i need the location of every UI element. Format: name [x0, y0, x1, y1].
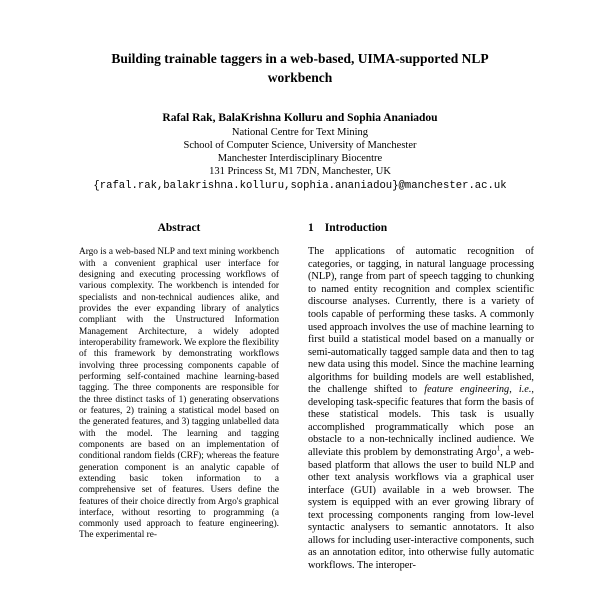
abstract-text: Argo is a web-based NLP and text mining workbench with a convenient graphical user interface for designing and executing processing workflows of various complexity. The workbench is intended for specialists and non-technical audiences alike, and provides the ever expanding library of analytics compliant with the Unstructured Information Management Architecture, a widely adopted interoperability framework. We explore the flexibility of this framework by demonstrating workflows involving three processing components capable of performing self-contained machine learning-based tagging. The three components are responsible for the three distinct tasks of 1) generating observations or features, 2) training a statistical model based on the generated features, and 3) tagging unlabelled data with the model. The learning and tagging components are based on an implementation of conditional random fields (CRF); whereas the feature generation component is an analytic capable of extending basic token information to a comprehensive set of features. Users define the features of their choice directly from Argo's graphical interface, without resorting to programming (a commonly used approach to feature engineering). The experimental re- — [79, 247, 279, 541]
affiliation-block — [0, 126, 600, 179]
affiliation-line: National Centre for Text Mining — [231, 126, 369, 138]
section-number: 1 — [308, 222, 314, 235]
two-column-body — [66, 222, 534, 572]
left-column — [66, 222, 292, 542]
intro-segment: , — [509, 384, 519, 396]
introduction-heading — [308, 222, 534, 234]
affiliation-line: School of Computer Science, University of Manchester — [183, 139, 417, 151]
section-title: Introduction — [324, 222, 388, 235]
footnote-marker: 1 — [496, 444, 501, 453]
intro-segment-italic: feature engineering — [424, 384, 510, 396]
intro-segment-italic: i.e. — [518, 384, 532, 396]
affiliation-line: Manchester Interdisciplinary Biocentre — [217, 153, 383, 165]
affiliation-line: 131 Princess St, M1 7DN, Manchester, UK — [209, 166, 391, 178]
intro-segment: , developing task-specific features that form the basis of these statistical models. This task is usually accomplished programmatically which pose an obstacle to a non-technically inclined audience. We alleviate this problem by demonstrating Argo — [308, 384, 534, 459]
paper-title: Building trainable taggers in a web-based, UIMA-supported NLP workbench — [111, 51, 489, 85]
intro-segment: The applications of automatic recognition of categories, or tagging, in natural language processing (NLP), range from part of speech tagging to chunking to named entity recognition and complex scientific discourse analyses. Currently, there is a variety of tools capable of performing these tasks. A commonly used approach involves the use of machine learning to first build a statistical model based on a manually or semi-automatically tagged sample data and then to tag new data using this model. Since the machine learning algorithms for building models are well established, the challenge shifted to — [308, 246, 534, 396]
abstract-heading: Abstract — [157, 222, 201, 235]
paper-authors: Rafal Rak, BalaKrishna Kolluru and Sophia Ananiadou — [162, 111, 438, 124]
right-column — [308, 222, 534, 572]
intro-segment: , a web-based platform that allows the user to build NLP and other text analysis workflows via a graphical user interface (GUI) available in a web browser. The system is equipped with an ever growing library of text processing components ranging from low-level syntactic analysers to semantic annotators. It also allows for including user-interactive components, such as an annotation editor, into otherwise fully automatic workflows. The interoper- — [308, 447, 534, 571]
author-emails: {rafal.rak,balakrishna.kolluru,sophia.ananiadou}@manchester.ac.uk — [93, 180, 507, 193]
introduction-paragraph — [308, 246, 534, 572]
